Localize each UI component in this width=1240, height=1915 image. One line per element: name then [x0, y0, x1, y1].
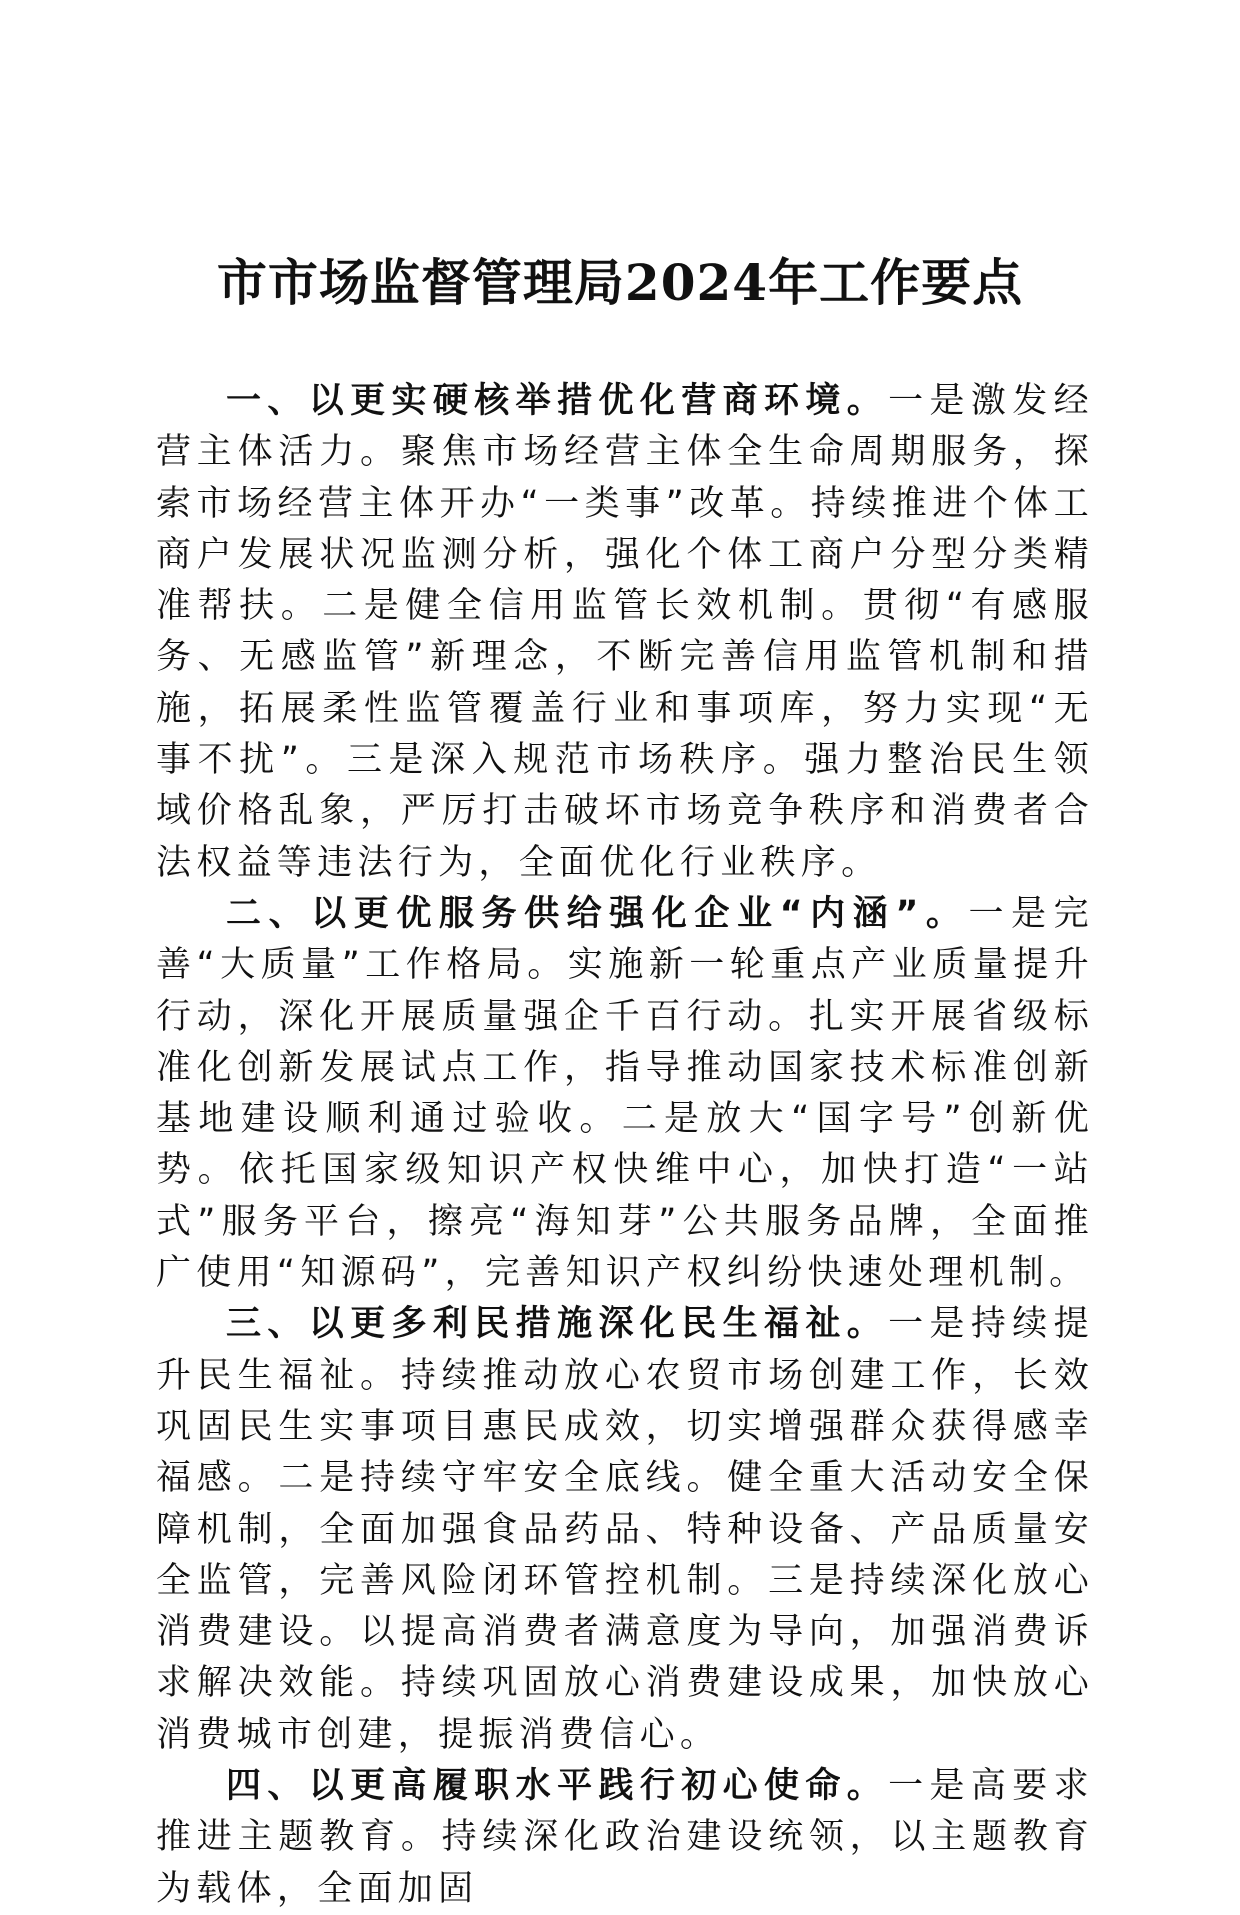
- paragraph-text: 一是持续提升民生福祉。持续推动放心农贸市场创建工作，长效巩固民生实事项目惠民成效，切实增强群众获得感幸福感。二是持续守牢安全底线。健全重大活动安全保障机制，全面加强食品药品、特种设备、产品质量安全监管，完善风险闭环管控机制。三是持续深化放心消费建设。以提高消费者满意度为导向，加强消费诉求解决效能。持续巩固放心消费建设成果，加快放心消费城市创建，提振消费信心。: [156, 1304, 1094, 1755]
- paragraph-text: 一是完善“大质量”工作格局。实施新一轮重点产业质量提升行动，深化开展质量强企千百行动。扎实开展省级标准化创新发展试点工作，指导推动国家技术标准创新基地建设顺利通过验收。二是放大“国字号”创新优势。依托国家级知识产权快维中心，加快打造“一站式”服务平台，擦亮“海知芽”公共服务品牌，全面推广使用“知源码”，完善知识产权纠纷快速处理机制。: [156, 893, 1094, 1294]
- paragraph-heading: 四、以更高履职水平践行初心使命。: [226, 1766, 889, 1807]
- paragraph-text: 一是激发经营主体活力。聚焦市场经营主体全生命周期服务，探索市场经营主体开办“一类事”改革。持续推进个体工商户发展状况监测分析，强化个体工商户分型分类精准帮扶。二是健全信用监管长效机制。贯彻“有感服务、无感监管”新理念，不断完善信用监管机制和措施，拓展柔性监管覆盖行业和事项库，努力实现“无事不扰”。三是深入规范市场秩序。强力整治民生领域价格乱象，严厉打击破坏市场竞争秩序和消费者合法权益等违法行为，全面优化行业秩序。: [156, 381, 1094, 883]
- paragraph-text: 一是高要求推进主题教育。持续深化政治建设统领，以主题教育为载体，全面加固: [156, 1766, 1094, 1909]
- paragraph-heading: 三、以更多利民措施深化民生福祉。: [226, 1304, 889, 1345]
- paragraph-4: [156, 1761, 1094, 1915]
- document-title: 市市场监督管理局2024年工作要点: [216, 253, 1024, 312]
- paragraph-heading: 二、以更优服务供给强化企业“内涵”。: [226, 893, 969, 934]
- paragraph-heading: 一、以更实硬核举措优化营商环境。: [226, 381, 889, 421]
- paragraph-3: [156, 1299, 1094, 1761]
- document-body: [156, 376, 1094, 1915]
- paragraph-1: [156, 376, 1094, 889]
- paragraph-2: [156, 889, 1094, 1299]
